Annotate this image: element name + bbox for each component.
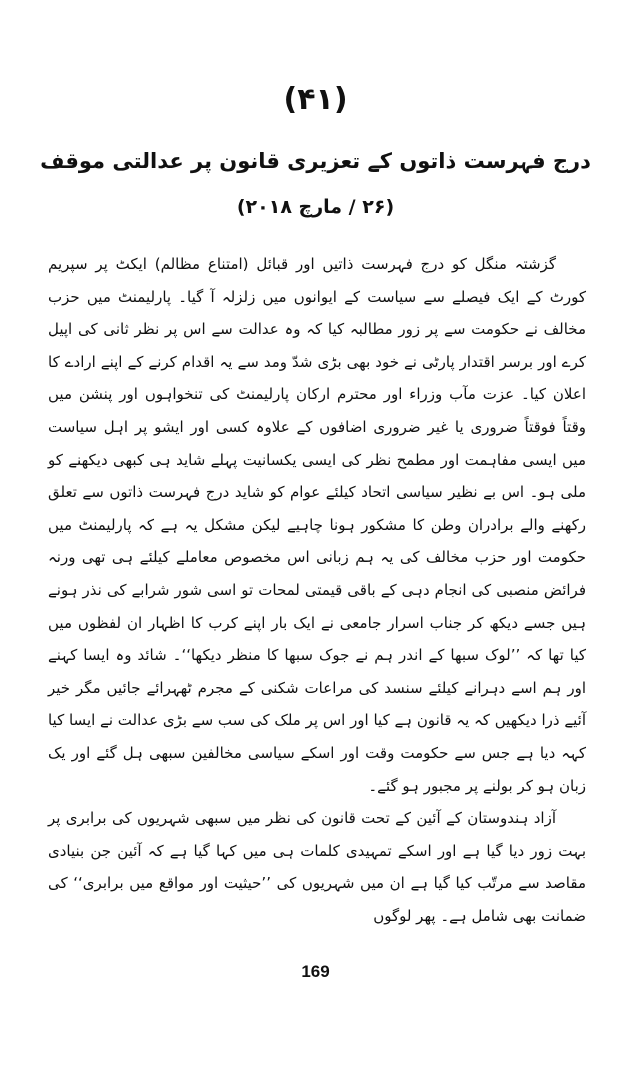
body-text [48,248,586,932]
chapter-number: (۴۱) [283,82,348,117]
chapter-title: درج فہرست ذاتوں کے تعزیری قانون پر عدالتی موقف [40,149,591,173]
paragraph: آزاد ہندوستان کے آئین کے تحت قانون کی نظر میں سبھی شہریوں کی برابری پر بہت زور دیا گیا ہے اور اسکے تمہیدی کلمات ہی میں کہا گیا ہے کہ آئین جن بنیادی مقاصد سے مرتّب کیا گیا ہے ان میں شہریوں کی ’’حیثیت اور مواقع میں برابری‘‘ کی ضمانت بھی شامل ہے۔ پھر لوگوں [48,809,586,925]
chapter-date: (۲۶ / مارچ ۲۰۱۸) [236,196,395,218]
page-number: 169 [301,962,330,981]
paragraph: گزشتہ منگل کو درج فہرست ذاتیں اور قبائل (امتناع مظالم) ایکٹ پر سپریم کورٹ کے ایک فیصلے سے سیاست کے ایوانوں میں زلزلہ آ گیا۔ پارلیمنٹ میں حزب مخالف نے حکومت سے پر زور مطالبہ کیا کہ وہ عدالت سے اس پر نظر ثانی کی اپیل کرے اور برسر اقتدار پارٹی نے خود بھی بڑی شدّ ومد سے یہ اقدام کرنے کے اپنے ارادے کا اعلان کیا۔ عزت مآب وزراء اور محترم ارکان پارلیمنٹ کی تنخواہوں اور پنشن میں وقتاً فوقتاً ضروری یا غیر ضروری اضافوں کے علاوہ کسی اور ایشو پر اہل سیاست میں ایسی مفاہمت اور مطمح نظر کی ایسی یکسانیت پہلے شاید ہی کبھی دیکھنے کو ملی ہو۔ اس بے نظیر سیاسی اتحاد کیلئے عوام کو شاید درج فہرست ذاتوں سے تعلق رکھنے والے برادران وطن کا مشکور ہونا چاہیے لیکن مشکل یہ ہے کہ پارلیمنٹ میں حکومت اور حزب مخالف کی یہ ہم زبانی اس مخصوص معاملے کیلئے ہی تھی ورنہ فرائض منصبی کی انجام دہی کے باقی قیمتی لمحات تو اسی شور شرابے کی نذر ہونے ہیں جسے دیکھ کر جناب اسرار جامعی نے ایک بار اپنے کرب کا اظہار ان لفظوں میں کیا تھا کہ ’’لوک سبھا کے اندر ہم نے جوک سبھا کا منظر دیکھا‘‘۔ شائد وہ ایسا کہنے اور ہم اسے دہرانے کیلئے سنسد کی مراعات شکنی کے مجرم ٹھہرائے جائیں مگر خیر آئیے ذرا دیکھیں کہ یہ قانون ہے کیا اور اس پر ملک کی سب سے بڑی عدالت نے ایسا کیا کہہ دیا ہے جس سے حکومت وقت اور اسکے سیاسی مخالفین سبھی ہل گئے اور یک زبان ہو کر بولنے پر مجبور ہو گئے۔ [47,255,586,795]
